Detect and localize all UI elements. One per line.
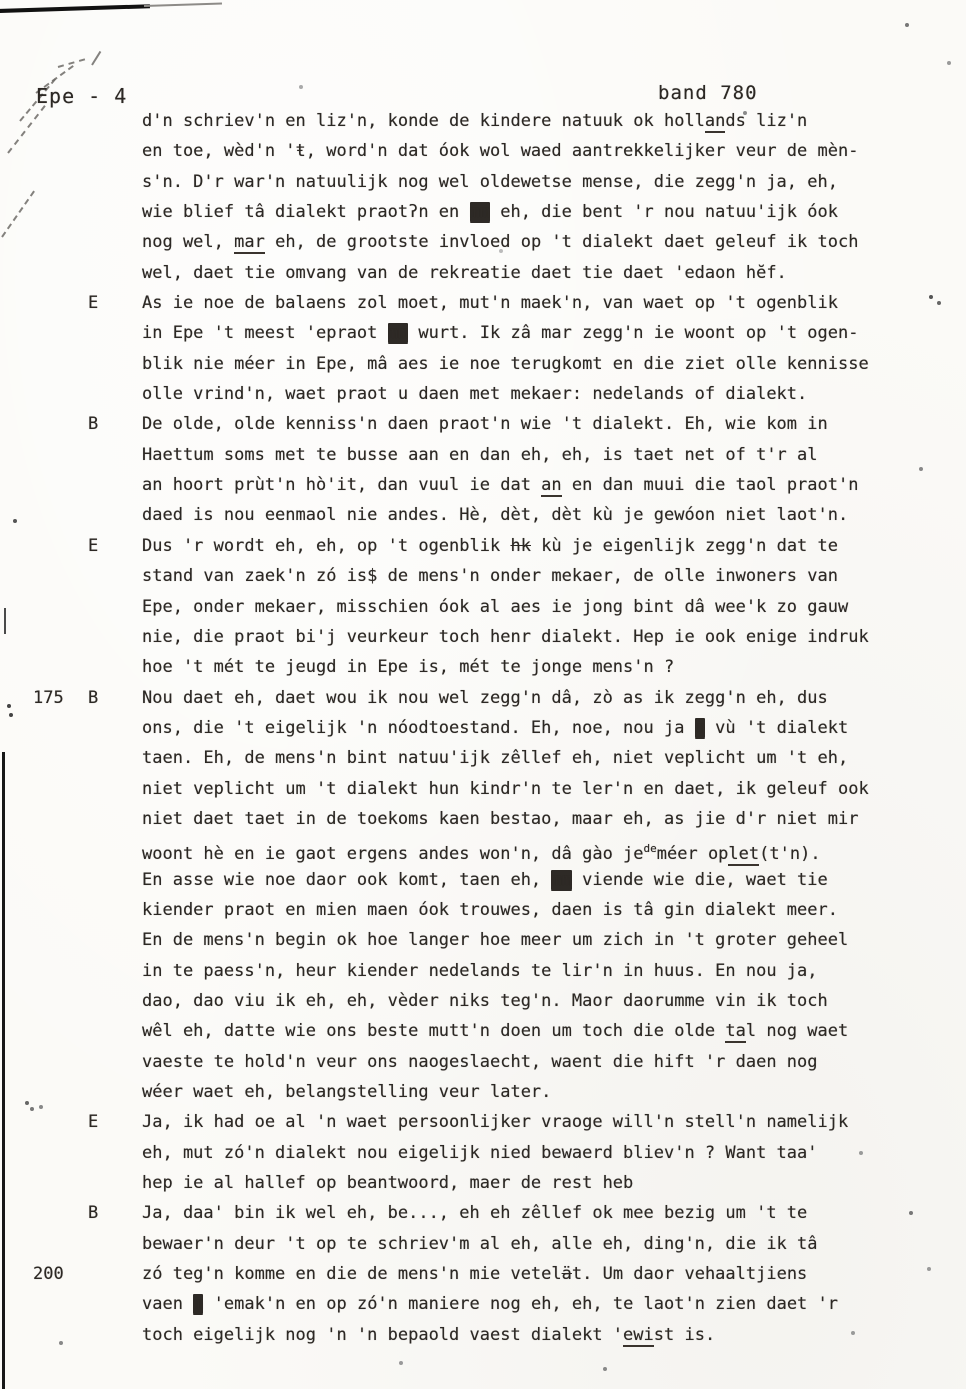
annotation-u: mar — [234, 232, 265, 253]
transcript-line — [0, 288, 966, 318]
line-text: an hoort prùt'n hò'it, dan vuul ie dat an en dan muui die taol praot'n — [142, 475, 859, 496]
transcript-line — [0, 1138, 966, 1168]
transcript-line — [0, 865, 966, 895]
line-text: nie, die praot bi'j veurkeur toch henr dialekt. Hep ie ook enige indruk — [142, 626, 869, 647]
transcript-line — [0, 1077, 966, 1107]
line-text: kiender praot en mien maen óok trouwes, daen is tâ gin dialekt meer. — [142, 899, 838, 920]
transcript-line — [0, 349, 966, 379]
band-label: band 780 — [658, 82, 758, 104]
annotation-u: an — [541, 475, 562, 496]
transcript-line — [0, 774, 966, 804]
pencil-mark — [91, 51, 101, 66]
transcript-line — [0, 470, 966, 500]
transcript-line — [0, 1229, 966, 1259]
line-number: 175 — [33, 687, 64, 708]
transcript-line — [0, 683, 966, 713]
transcript-line — [0, 318, 966, 348]
transcript-line — [0, 1016, 966, 1046]
line-text: niet veplicht um 't dialekt hun kindr'n te ler'n en daet, ik geleuf ook — [142, 778, 869, 799]
annotation-u: let — [728, 844, 760, 865]
transcript-line — [0, 804, 966, 834]
annotation-s: ä — [561, 1264, 572, 1285]
line-text: wel, daet tie omvang van de rekreatie daet tie daet 'edaon hĕf. — [142, 262, 787, 283]
speaker-label: B — [88, 687, 99, 708]
transcript-line — [0, 227, 966, 257]
line-text: olle vrind'n, waet praot u daen met mekaer: nedelands of dialekt. — [142, 384, 808, 405]
line-text: niet daet taet in de toekoms kaen bestao, maar eh, as jie d'r niet mir — [142, 808, 859, 829]
annotation-u: ta — [725, 1021, 746, 1042]
transcript-line — [0, 379, 966, 409]
line-text: De olde, olde kenniss'n daen praot'n wie 't dialekt. Eh, wie kom in — [142, 414, 828, 435]
line-number: 200 — [33, 1264, 64, 1285]
line-text: ons, die 't eigelijk 'n nóodtoestand. Eh, noe, nou ja m vù 't dialekt — [142, 717, 849, 738]
line-text: Ja, daa' bin ik wel eh, be..., eh eh zêllef ok mee bezig um 't te — [142, 1203, 808, 1224]
line-text: zó teg'n komme en die de mens'n mie vetelät. Um daor vehaaltjiens — [142, 1264, 808, 1285]
line-text: hoe 't mét te jeugd in Epe is, mét te jonge mens'n ? — [142, 657, 675, 678]
transcript-line — [0, 1198, 966, 1228]
line-text: Ja, ik had oe al 'n waet persoonlijker vraoge will'n stell'n namelijk — [142, 1112, 849, 1133]
line-text: en toe, wèd'n 'ŧ, word'n dat óok wol waed aantrekkelijker veur de mèn- — [142, 141, 859, 162]
annotation-sup: de — [643, 842, 657, 856]
line-text: eh, mut zó'n dialekt nou eigelijk nied bewaerd bliev'n ? Want taa' — [142, 1142, 818, 1163]
transcript-line — [0, 258, 966, 288]
line-text: dao, dao viu ik eh, eh, vèder niks teg'n. Maor daorumme vin ik toch — [142, 990, 828, 1011]
line-text: vaen m 'emak'n en op zó'n maniere nog eh, eh, te laot'n zien daet 'r — [142, 1294, 838, 1315]
line-text: bewaer'n deur 't op te schriev'm al eh, alle eh, ding'n, die ik tâ — [142, 1233, 818, 1254]
transcript-line — [0, 925, 966, 955]
scan-noise-specks — [0, 0, 2, 2]
transcript-line — [0, 895, 966, 925]
transcript-line — [0, 592, 966, 622]
transcript-line — [0, 713, 966, 743]
annotation-b: mm — [469, 202, 490, 223]
speaker-label: B — [88, 1203, 99, 1224]
line-text: stand van zaek'n zó is$ de mens'n onder mekaer, de olle inwoners van — [142, 566, 838, 587]
transcript-line — [0, 834, 966, 864]
transcript-line — [0, 561, 966, 591]
line-text: d'n schriev'n en liz'n, konde de kindere natuuk ok hollands liz'n — [142, 111, 808, 131]
annotation-u: an — [704, 111, 726, 131]
speaker-label: E — [88, 293, 99, 314]
line-text: nog wel, mar eh, de grootste invloed op 't dialekt daet geleuf ik toch — [142, 232, 859, 253]
annotation-u: ewi — [623, 1324, 654, 1345]
transcript-line — [0, 1289, 966, 1319]
transcript-line — [0, 956, 966, 986]
speaker-label: B — [88, 414, 99, 435]
line-text: in Epe 't meest 'epraot mm wurt. Ik zâ mar zegg'n ie woont op 't ogen- — [142, 323, 859, 344]
transcript-line — [0, 652, 966, 682]
annotation-b: mm — [387, 323, 409, 344]
transcript-line — [0, 106, 966, 136]
transcript-line — [0, 743, 966, 773]
top-edge-line — [0, 4, 150, 13]
line-text: blik nie méer in Epe, mâ aes ie noe terugkomt en die ziet olle kennisse — [142, 353, 869, 374]
line-text: toch eigelijk nog 'n 'n bepaold vaest dialekt 'ewist is. — [142, 1324, 716, 1345]
line-text: wêl eh, datte wie ons beste mutt'n doen um toch die olde tal nog waet — [142, 1021, 849, 1042]
transcript-body — [0, 106, 966, 1350]
line-text: Nou daet eh, daet wou ik nou wel zegg'n dâ, zò as ik zegg'n eh, dus — [142, 687, 828, 708]
annotation-b: m — [193, 1294, 204, 1315]
annotation-b: mm — [551, 869, 572, 890]
annotation-s: hk — [510, 535, 531, 556]
line-text: s'n. D'r war'n natuulijk nog wel oldewetse mense, die zegg'n ja, eh, — [142, 171, 838, 192]
transcript-line — [0, 986, 966, 1016]
line-text: taen. Eh, de mens'n bint natuu'ijk zêllef eh, niet veplicht um 't eh, — [142, 748, 849, 769]
transcript-line — [0, 440, 966, 470]
line-text: daed is nou eenmaol nie andes. Hè, dèt, dèt kù je gewóon niet laot'n. — [142, 505, 849, 526]
transcript-line — [0, 409, 966, 439]
line-text: wéer waet eh, belangstelling veur later. — [142, 1082, 552, 1102]
transcript-line — [0, 1107, 966, 1137]
line-text: hep ie al hallef op beantwoord, maer de rest heb — [142, 1173, 634, 1194]
line-text: Epe, onder mekaer, misschien óok al aes ie jong bint dâ wee'k zo gauw — [142, 596, 849, 617]
line-text: As ie noe de balaens zol moet, mut'n maek'n, van waet op 't ogenblik — [142, 293, 838, 314]
line-text: vaeste te hold'n veur ons naogeslaecht, waent die hift 'r daen nog — [142, 1051, 818, 1072]
line-text: in te paess'n, heur kiender nedelands te lir'n in huus. En nou ja, — [142, 960, 818, 981]
annotation-b: m — [694, 717, 705, 738]
transcript-line — [0, 197, 966, 227]
page-label: Epe - 4 — [36, 84, 128, 108]
line-text: wie blief tâ dialekt praotʔn en mm eh, die bent 'r nou natuu'ijk óok — [142, 202, 838, 223]
transcript-line — [0, 622, 966, 652]
transcript-line — [0, 1047, 966, 1077]
line-text: Haettum soms met te busse aan en dan eh, eh, is taet net of t'r al — [142, 444, 818, 465]
transcript-line — [0, 1320, 966, 1350]
transcript-line — [0, 531, 966, 561]
transcript-line — [0, 167, 966, 197]
line-text: En de mens'n begin ok hoe langer hoe meer um zich in 't groter geheel — [142, 930, 849, 951]
transcript-line — [0, 1168, 966, 1198]
speaker-label: E — [88, 535, 99, 556]
line-text: En asse wie noe daor ook komt, taen eh, mm viende wie die, waet tie — [142, 869, 828, 890]
transcript-line — [0, 500, 966, 530]
speaker-label: E — [88, 1112, 99, 1133]
line-text: Dus 'r wordt eh, eh, op 't ogenblik hk kù je eigenlijk zegg'n dat te — [142, 535, 838, 556]
transcript-line — [0, 1259, 966, 1289]
transcript-line — [0, 136, 966, 166]
line-text: woont hè en ie gaot ergens andes won'n, dâ gào $je^{de}méer$ oplet(t'n). — [142, 842, 821, 865]
top-edge-line-faint — [144, 3, 222, 7]
